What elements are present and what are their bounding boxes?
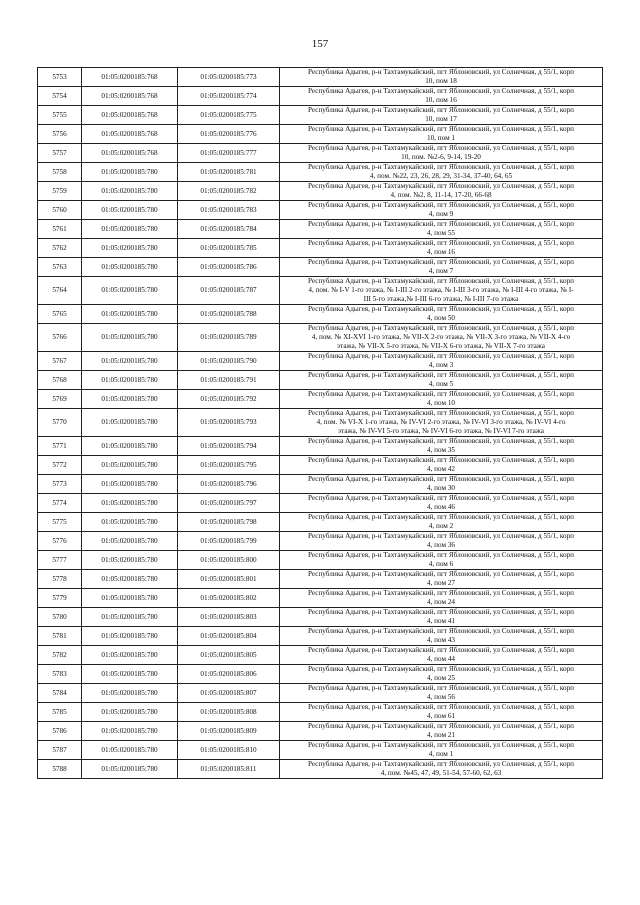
cadastral-number-cell: 01:05:0200185:782	[178, 182, 280, 201]
table-row	[38, 201, 603, 220]
address-cell	[280, 684, 603, 703]
address-line: Республика Адыгея, р-н Тахтамукайский, пгт Яблоновский, ул Солнечная, д 55/1, корп	[308, 239, 574, 248]
address-line: 10, пом 17	[425, 115, 457, 123]
address-line: 4, пом 42	[426, 465, 456, 473]
cadastral-number-cell: 01:05:0200185:809	[178, 722, 280, 741]
parent-cadastral-number-cell: 01:05:0200185:768	[82, 125, 178, 144]
cadastral-number-cell: 01:05:0200185:797	[178, 494, 280, 513]
parent-cadastral-number-cell: 01:05:0200185:780	[82, 437, 178, 456]
table-row	[38, 456, 603, 475]
cadastral-number-cell: 01:05:0200185:811	[178, 760, 280, 779]
address-cell	[280, 352, 603, 371]
cadastral-number-cell: 01:05:0200185:785	[178, 239, 280, 258]
address-line: Республика Адыгея, р-н Тахтамукайский, пгт Яблоновский, ул Солнечная, д 55/1, корп	[308, 305, 574, 314]
address-line: 4, пом. №45, 47, 49, 51-54, 57-60, 62, 63	[380, 769, 502, 777]
parent-cadastral-number-cell: 01:05:0200185:780	[82, 665, 178, 684]
address-line: Республика Адыгея, р-н Тахтамукайский, пгт Яблоновский, ул Солнечная, д 55/1, корп	[308, 437, 574, 446]
address-line: 4, пом 46	[426, 503, 456, 511]
cadastral-number-cell: 01:05:0200185:793	[178, 409, 280, 437]
table-row	[38, 182, 603, 201]
address-line: этажа, № IV-VI 5-го этажа, № IV-VI 6-го этажа, № IV-VI 7-го этажа	[338, 426, 544, 435]
address-cell	[280, 475, 603, 494]
address-line: 4, пом 5	[428, 380, 454, 388]
cadastral-number-cell: 01:05:0200185:789	[178, 324, 280, 352]
address-line: 4, пом. №2, 8, 11-14, 17-20, 66-68	[390, 191, 492, 199]
address-line: Республика Адыгея, р-н Тахтамукайский, пгт Яблоновский, ул Солнечная, д 55/1, корп	[308, 409, 574, 418]
address-line: Республика Адыгея, р-н Тахтамукайский, пгт Яблоновский, ул Солнечная, д 55/1, корп	[308, 352, 574, 361]
address-line: 4, пом. №22, 23, 26, 28, 29, 31-34, 37-40, 64, 65	[369, 172, 513, 180]
parent-cadastral-number-cell: 01:05:0200185:780	[82, 722, 178, 741]
address-line: этажа, № VII-X 5-го этажа, № VII-X 6-го этажа, № VII-X 7-го этажа	[337, 341, 545, 350]
cadastral-number-cell: 01:05:0200185:790	[178, 352, 280, 371]
address-cell	[280, 760, 603, 779]
cadastral-number-cell: 01:05:0200185:807	[178, 684, 280, 703]
address-line: Республика Адыгея, р-н Тахтамукайский, пгт Яблоновский, ул Солнечная, д 55/1, корп	[308, 456, 574, 465]
address-line: Республика Адыгея, р-н Тахтамукайский, пгт Яблоновский, ул Солнечная, д 55/1, корп	[308, 87, 574, 96]
address-line: 4, пом 10	[426, 399, 456, 407]
address-cell	[280, 532, 603, 551]
address-cell	[280, 551, 603, 570]
row-number-cell: 5777	[38, 551, 82, 570]
cadastral-number-cell: 01:05:0200185:788	[178, 305, 280, 324]
parent-cadastral-number-cell: 01:05:0200185:780	[82, 409, 178, 437]
parent-cadastral-number-cell: 01:05:0200185:780	[82, 201, 178, 220]
table-row	[38, 627, 603, 646]
address-line: Республика Адыгея, р-н Тахтамукайский, пгт Яблоновский, ул Солнечная, д 55/1, корп	[308, 760, 574, 769]
cadastral-number-cell: 01:05:0200185:799	[178, 532, 280, 551]
row-number-cell: 5763	[38, 258, 82, 277]
address-line: Республика Адыгея, р-н Тахтамукайский, пгт Яблоновский, ул Солнечная, д 55/1, корп	[308, 371, 574, 380]
address-line: III 5-го этажа,№ I-III 6-го этажа, № I-III 7-го этажа	[363, 294, 519, 303]
table-row	[38, 437, 603, 456]
table-row	[38, 305, 603, 324]
address-cell	[280, 277, 603, 305]
row-number-cell: 5769	[38, 390, 82, 409]
cadastral-number-cell: 01:05:0200185:803	[178, 608, 280, 627]
address-line: 4, пом 9	[428, 210, 454, 218]
address-cell	[280, 665, 603, 684]
cadastral-number-cell: 01:05:0200185:804	[178, 627, 280, 646]
address-line: 4, пом 2	[428, 522, 454, 530]
table-row	[38, 125, 603, 144]
address-line: 4, пом 25	[426, 674, 456, 682]
address-line: Республика Адыгея, р-н Тахтамукайский, пгт Яблоновский, ул Солнечная, д 55/1, корп	[308, 608, 574, 617]
table-row	[38, 722, 603, 741]
address-line: 4, пом 55	[426, 229, 456, 237]
parent-cadastral-number-cell: 01:05:0200185:780	[82, 551, 178, 570]
row-number-cell: 5786	[38, 722, 82, 741]
address-line: 4, пом. № I-V 1-го этажа, № I-III 2-го этажа, № I-III 3-го этажа, № I-III 4-го этажа, № I-	[308, 286, 574, 295]
cadastral-number-cell: 01:05:0200185:808	[178, 703, 280, 722]
address-line: Республика Адыгея, р-н Тахтамукайский, пгт Яблоновский, ул Солнечная, д 55/1, корп	[308, 646, 574, 655]
registry-table-body	[38, 68, 603, 779]
table-row	[38, 703, 603, 722]
row-number-cell: 5762	[38, 239, 82, 258]
address-line: 4, пом 3	[428, 361, 454, 369]
address-line: Республика Адыгея, р-н Тахтамукайский, пгт Яблоновский, ул Солнечная, д 55/1, корп	[308, 125, 574, 134]
address-line: 4, пом. № XI-XVI 1-го этажа, № VII-X 2-го этажа, № VII-X 3-го этажа, № VII-X 4-го	[311, 333, 571, 342]
row-number-cell: 5758	[38, 163, 82, 182]
address-cell	[280, 589, 603, 608]
cadastral-number-cell: 01:05:0200185:787	[178, 277, 280, 305]
table-row	[38, 513, 603, 532]
address-line: Республика Адыгея, р-н Тахтамукайский, пгт Яблоновский, ул Солнечная, д 55/1, корп	[308, 144, 574, 153]
table-row	[38, 760, 603, 779]
address-line: 4, пом 21	[426, 731, 456, 739]
address-line: 4, пом 27	[426, 579, 456, 587]
address-line: Республика Адыгея, р-н Тахтамукайский, пгт Яблоновский, ул Солнечная, д 55/1, корп	[308, 220, 574, 229]
cadastral-number-cell: 01:05:0200185:783	[178, 201, 280, 220]
cadastral-number-cell: 01:05:0200185:796	[178, 475, 280, 494]
row-number-cell: 5767	[38, 352, 82, 371]
parent-cadastral-number-cell: 01:05:0200185:780	[82, 570, 178, 589]
cadastral-number-cell: 01:05:0200185:805	[178, 646, 280, 665]
address-line: 10, пом. №2-6, 9-14, 19-20	[401, 153, 481, 161]
parent-cadastral-number-cell: 01:05:0200185:780	[82, 589, 178, 608]
row-number-cell: 5788	[38, 760, 82, 779]
address-line: Республика Адыгея, р-н Тахтамукайский, пгт Яблоновский, ул Солнечная, д 55/1, корп	[308, 551, 574, 560]
row-number-cell: 5757	[38, 144, 82, 163]
row-number-cell: 5753	[38, 68, 82, 87]
table-row	[38, 646, 603, 665]
address-cell	[280, 741, 603, 760]
table-row	[38, 551, 603, 570]
row-number-cell: 5780	[38, 608, 82, 627]
address-line: 10, пом 16	[425, 96, 457, 104]
address-cell	[280, 305, 603, 324]
address-cell	[280, 646, 603, 665]
parent-cadastral-number-cell: 01:05:0200185:780	[82, 239, 178, 258]
table-row	[38, 106, 603, 125]
parent-cadastral-number-cell: 01:05:0200185:768	[82, 68, 178, 87]
address-cell	[280, 456, 603, 475]
address-cell	[280, 722, 603, 741]
parent-cadastral-number-cell: 01:05:0200185:780	[82, 475, 178, 494]
parent-cadastral-number-cell: 01:05:0200185:780	[82, 532, 178, 551]
cadastral-number-cell: 01:05:0200185:784	[178, 220, 280, 239]
address-cell	[280, 125, 603, 144]
cadastral-number-cell: 01:05:0200185:792	[178, 390, 280, 409]
parent-cadastral-number-cell: 01:05:0200185:768	[82, 106, 178, 125]
address-cell	[280, 570, 603, 589]
parent-cadastral-number-cell: 01:05:0200185:780	[82, 324, 178, 352]
address-line: Республика Адыгея, р-н Тахтамукайский, пгт Яблоновский, ул Солнечная, д 55/1, корп	[308, 324, 574, 333]
parent-cadastral-number-cell: 01:05:0200185:780	[82, 258, 178, 277]
address-line: Республика Адыгея, р-н Тахтамукайский, пгт Яблоновский, ул Солнечная, д 55/1, корп	[308, 665, 574, 674]
address-line: 10, пом 1	[426, 134, 456, 142]
registry-table	[37, 67, 603, 779]
parent-cadastral-number-cell: 01:05:0200185:780	[82, 741, 178, 760]
address-cell	[280, 437, 603, 456]
address-line: Республика Адыгея, р-н Тахтамукайский, пгт Яблоновский, ул Солнечная, д 55/1, корп	[308, 703, 574, 712]
table-row	[38, 239, 603, 258]
parent-cadastral-number-cell: 01:05:0200185:780	[82, 456, 178, 475]
parent-cadastral-number-cell: 01:05:0200185:780	[82, 390, 178, 409]
address-line: Республика Адыгея, р-н Тахтамукайский, пгт Яблоновский, ул Солнечная, д 55/1, корп	[308, 277, 574, 286]
row-number-cell: 5759	[38, 182, 82, 201]
address-cell	[280, 409, 603, 437]
address-line: Республика Адыгея, р-н Тахтамукайский, пгт Яблоновский, ул Солнечная, д 55/1, корп	[308, 627, 574, 636]
parent-cadastral-number-cell: 01:05:0200185:780	[82, 703, 178, 722]
address-cell	[280, 513, 603, 532]
address-cell	[280, 258, 603, 277]
table-row	[38, 163, 603, 182]
address-line: 4, пом. № VI-X 1-го этажа, № IV-VI 2-го этажа, № IV-VI 3-го этажа, № IV-VI 4-го	[316, 418, 566, 427]
cadastral-number-cell: 01:05:0200185:794	[178, 437, 280, 456]
row-number-cell: 5778	[38, 570, 82, 589]
row-number-cell: 5761	[38, 220, 82, 239]
cadastral-number-cell: 01:05:0200185:774	[178, 87, 280, 106]
address-line: Республика Адыгея, р-н Тахтамукайский, пгт Яблоновский, ул Солнечная, д 55/1, корп	[308, 258, 574, 267]
table-row	[38, 589, 603, 608]
row-number-cell: 5764	[38, 277, 82, 305]
row-number-cell: 5766	[38, 324, 82, 352]
address-cell	[280, 627, 603, 646]
row-number-cell: 5771	[38, 437, 82, 456]
cadastral-number-cell: 01:05:0200185:801	[178, 570, 280, 589]
table-row	[38, 475, 603, 494]
address-cell	[280, 182, 603, 201]
row-number-cell: 5760	[38, 201, 82, 220]
address-line: Республика Адыгея, р-н Тахтамукайский, пгт Яблоновский, ул Солнечная, д 55/1, корп	[308, 475, 574, 484]
row-number-cell: 5785	[38, 703, 82, 722]
address-cell	[280, 371, 603, 390]
address-line: 4, пом 6	[428, 560, 454, 568]
cadastral-number-cell: 01:05:0200185:791	[178, 371, 280, 390]
table-row	[38, 532, 603, 551]
parent-cadastral-number-cell: 01:05:0200185:780	[82, 371, 178, 390]
parent-cadastral-number-cell: 01:05:0200185:780	[82, 760, 178, 779]
address-line: Республика Адыгея, р-н Тахтамукайский, пгт Яблоновский, ул Солнечная, д 55/1, корп	[308, 570, 574, 579]
row-number-cell: 5774	[38, 494, 82, 513]
cadastral-number-cell: 01:05:0200185:798	[178, 513, 280, 532]
row-number-cell: 5770	[38, 409, 82, 437]
address-cell	[280, 144, 603, 163]
address-line: 4, пом 50	[426, 314, 456, 322]
address-line: 4, пом 43	[426, 636, 456, 644]
parent-cadastral-number-cell: 01:05:0200185:780	[82, 608, 178, 627]
row-number-cell: 5756	[38, 125, 82, 144]
table-row	[38, 371, 603, 390]
parent-cadastral-number-cell: 01:05:0200185:780	[82, 646, 178, 665]
parent-cadastral-number-cell: 01:05:0200185:780	[82, 627, 178, 646]
table-row	[38, 352, 603, 371]
parent-cadastral-number-cell: 01:05:0200185:780	[82, 305, 178, 324]
table-row	[38, 220, 603, 239]
parent-cadastral-number-cell: 01:05:0200185:768	[82, 144, 178, 163]
address-cell	[280, 87, 603, 106]
address-line: 4, пом 24	[426, 598, 456, 606]
table-row	[38, 494, 603, 513]
row-number-cell: 5755	[38, 106, 82, 125]
address-line: Республика Адыгея, р-н Тахтамукайский, пгт Яблоновский, ул Солнечная, д 55/1, корп	[308, 513, 574, 522]
address-cell	[280, 106, 603, 125]
row-number-cell: 5772	[38, 456, 82, 475]
parent-cadastral-number-cell: 01:05:0200185:780	[82, 513, 178, 532]
address-line: Республика Адыгея, р-н Тахтамукайский, пгт Яблоновский, ул Солнечная, д 55/1, корп	[308, 684, 574, 693]
table-row	[38, 665, 603, 684]
address-cell	[280, 163, 603, 182]
parent-cadastral-number-cell: 01:05:0200185:780	[82, 684, 178, 703]
row-number-cell: 5768	[38, 371, 82, 390]
cadastral-number-cell: 01:05:0200185:795	[178, 456, 280, 475]
row-number-cell: 5754	[38, 87, 82, 106]
row-number-cell: 5783	[38, 665, 82, 684]
address-cell	[280, 608, 603, 627]
table-row	[38, 684, 603, 703]
address-line: Республика Адыгея, р-н Тахтамукайский, пгт Яблоновский, ул Солнечная, д 55/1, корп	[308, 182, 574, 191]
cadastral-number-cell: 01:05:0200185:777	[178, 144, 280, 163]
address-line: Республика Адыгея, р-н Тахтамукайский, пгт Яблоновский, ул Солнечная, д 55/1, корп	[308, 68, 574, 77]
address-line: Республика Адыгея, р-н Тахтамукайский, пгт Яблоновский, ул Солнечная, д 55/1, корп	[308, 494, 574, 503]
parent-cadastral-number-cell: 01:05:0200185:780	[82, 352, 178, 371]
row-number-cell: 5779	[38, 589, 82, 608]
row-number-cell: 5776	[38, 532, 82, 551]
cadastral-number-cell: 01:05:0200185:800	[178, 551, 280, 570]
row-number-cell: 5773	[38, 475, 82, 494]
cadastral-number-cell: 01:05:0200185:775	[178, 106, 280, 125]
address-line: 4, пом 36	[426, 541, 456, 549]
address-cell	[280, 324, 603, 352]
row-number-cell: 5784	[38, 684, 82, 703]
table-row	[38, 570, 603, 589]
address-cell	[280, 703, 603, 722]
row-number-cell: 5781	[38, 627, 82, 646]
parent-cadastral-number-cell: 01:05:0200185:780	[82, 182, 178, 201]
cadastral-number-cell: 01:05:0200185:773	[178, 68, 280, 87]
table-row	[38, 390, 603, 409]
row-number-cell: 5775	[38, 513, 82, 532]
address-line: 10, пом 18	[425, 77, 457, 85]
address-cell	[280, 494, 603, 513]
row-number-cell: 5787	[38, 741, 82, 760]
table-row	[38, 144, 603, 163]
table-row	[38, 608, 603, 627]
table-row	[38, 409, 603, 437]
cadastral-number-cell: 01:05:0200185:802	[178, 589, 280, 608]
address-line: Республика Адыгея, р-н Тахтамукайский, пгт Яблоновский, ул Солнечная, д 55/1, корп	[308, 589, 574, 598]
parent-cadastral-number-cell: 01:05:0200185:768	[82, 87, 178, 106]
address-line: 4, пом 7	[428, 267, 454, 275]
table-row	[38, 68, 603, 87]
table-row	[38, 87, 603, 106]
cadastral-number-cell: 01:05:0200185:806	[178, 665, 280, 684]
address-line: Республика Адыгея, р-н Тахтамукайский, пгт Яблоновский, ул Солнечная, д 55/1, корп	[308, 106, 574, 115]
row-number-cell: 5765	[38, 305, 82, 324]
address-cell	[280, 239, 603, 258]
row-number-cell: 5782	[38, 646, 82, 665]
cadastral-number-cell: 01:05:0200185:786	[178, 258, 280, 277]
parent-cadastral-number-cell: 01:05:0200185:780	[82, 277, 178, 305]
address-line: 4, пом 61	[426, 712, 456, 720]
address-line: Республика Адыгея, р-н Тахтамукайский, пгт Яблоновский, ул Солнечная, д 55/1, корп	[308, 390, 574, 399]
address-cell	[280, 390, 603, 409]
address-line: 4, пом 30	[426, 484, 456, 492]
parent-cadastral-number-cell: 01:05:0200185:780	[82, 163, 178, 182]
address-line: Республика Адыгея, р-н Тахтамукайский, пгт Яблоновский, ул Солнечная, д 55/1, корп	[308, 201, 574, 210]
address-line: 4, пом 1	[428, 750, 454, 758]
table-row	[38, 741, 603, 760]
address-line: Республика Адыгея, р-н Тахтамукайский, пгт Яблоновский, ул Солнечная, д 55/1, корп	[308, 741, 574, 750]
table-row	[38, 277, 603, 305]
parent-cadastral-number-cell: 01:05:0200185:780	[82, 494, 178, 513]
page-number: 157	[311, 38, 329, 50]
address-line: 4, пом 44	[426, 655, 456, 663]
address-line: 4, пом 35	[426, 446, 456, 454]
address-line: 4, пом 56	[426, 693, 456, 701]
address-line: Республика Адыгея, р-н Тахтамукайский, пгт Яблоновский, ул Солнечная, д 55/1, корп	[308, 532, 574, 541]
table-row	[38, 324, 603, 352]
cadastral-number-cell: 01:05:0200185:810	[178, 741, 280, 760]
address-line: Республика Адыгея, р-н Тахтамукайский, пгт Яблоновский, ул Солнечная, д 55/1, корп	[308, 722, 574, 731]
cadastral-number-cell: 01:05:0200185:776	[178, 125, 280, 144]
address-cell	[280, 201, 603, 220]
address-line: 4, пом 41	[426, 617, 456, 625]
address-line: 4, пом 16	[426, 248, 456, 256]
cadastral-number-cell: 01:05:0200185:781	[178, 163, 280, 182]
address-cell	[280, 68, 603, 87]
table-row	[38, 258, 603, 277]
address-cell	[280, 220, 603, 239]
address-line: Республика Адыгея, р-н Тахтамукайский, пгт Яблоновский, ул Солнечная, д 55/1, корп	[308, 163, 574, 172]
parent-cadastral-number-cell: 01:05:0200185:780	[82, 220, 178, 239]
